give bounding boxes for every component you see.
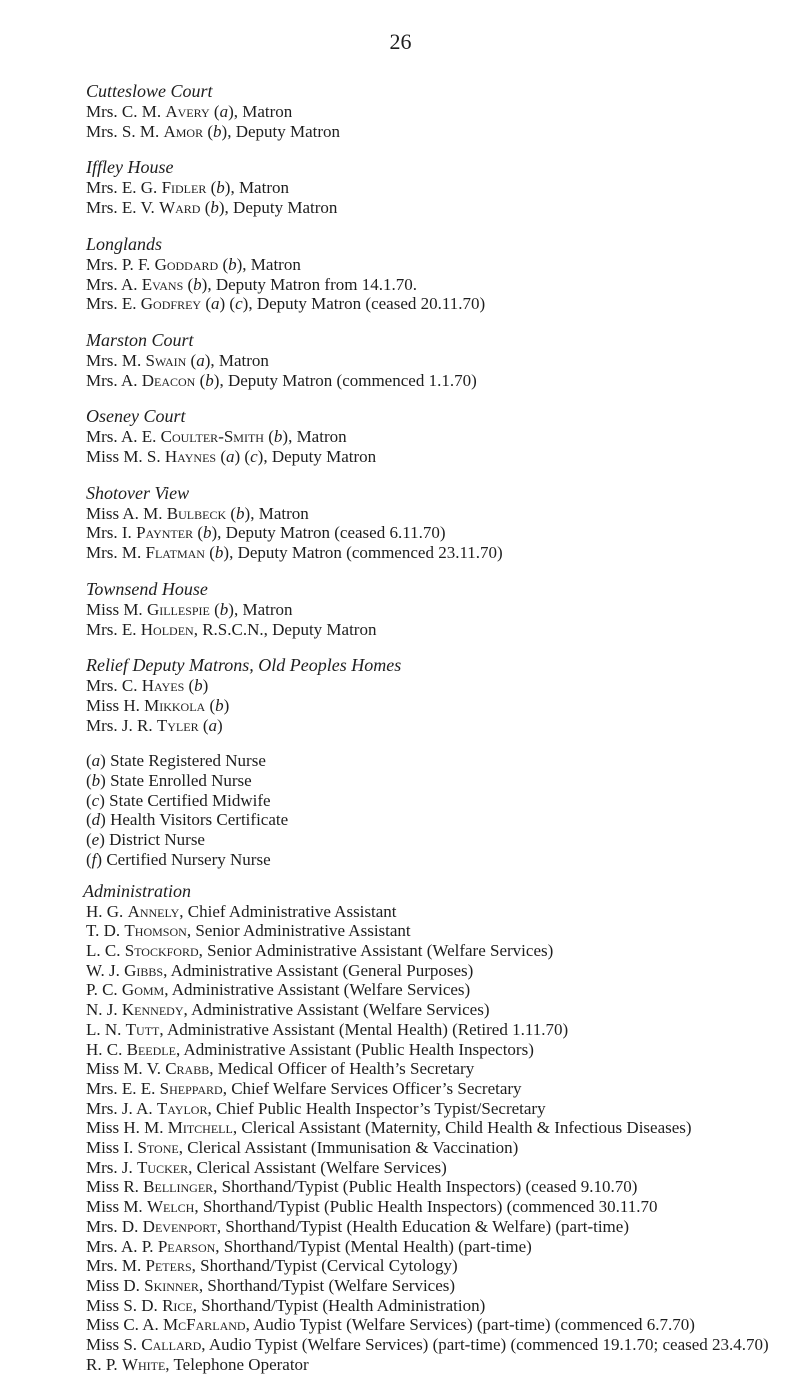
staff-entry: [86, 620, 786, 640]
admin-entry: [86, 941, 786, 961]
staff-entry: Miss A. M. Bulbeck (b), Matron: [86, 503, 309, 523]
person-name: Swain: [145, 350, 187, 370]
section-title: Oseney Court: [86, 406, 186, 427]
qualification-code: b: [273, 427, 283, 447]
qualification-code: b: [194, 676, 203, 696]
admin-entry: [86, 1138, 786, 1158]
section-title: Iffley House: [86, 157, 174, 178]
admin-entry: [86, 1335, 786, 1355]
section: [86, 579, 786, 639]
staff-entry: Mrs. A. Evans (b), Deputy Matron from 14.1.70.: [86, 274, 417, 294]
qualification-code: c: [250, 447, 258, 467]
person-name: McFarland: [163, 1315, 246, 1335]
person-title: R. P.: [86, 1354, 122, 1374]
person-role: , Shorthand/Typist (Public Health Inspectors) (commenced 30.11.70: [194, 1197, 658, 1217]
section-title: Shotover View: [86, 482, 190, 503]
person-name: Avery: [165, 102, 210, 121]
admin-entry: [86, 1276, 786, 1296]
qualification-code: b: [228, 254, 237, 274]
person-role: , Shorthand/Typist (Health Education & Welfare) (part-time): [216, 1216, 629, 1236]
person-title: Mrs. E.: [86, 619, 141, 639]
qualification-code: a: [226, 447, 235, 467]
person-name: Paynter: [136, 523, 194, 543]
person-name: Tutt: [125, 1019, 160, 1039]
legend-text: Health Visitors Certificate: [110, 810, 289, 830]
person-role: , Administrative Assistant (Welfare Services): [164, 980, 471, 1000]
person-name: Taylor: [156, 1098, 208, 1118]
staff-entry: Miss M. Gillespie (b), Matron: [86, 599, 293, 619]
person-role: , Clerical Assistant (Immunisation & Vaccination): [178, 1138, 519, 1158]
admin-entry: [86, 902, 786, 922]
legend-item: (e) District Nurse: [86, 830, 205, 850]
section: [86, 655, 786, 735]
legend-item: (a) State Registered Nurse: [86, 751, 266, 771]
qualification-code: b: [216, 178, 225, 198]
person-name: Callard: [141, 1335, 202, 1355]
section-title: Cutteslowe Court: [86, 81, 213, 101]
person-role: , Matron: [230, 178, 289, 198]
person-name: Stockford: [124, 940, 199, 960]
person-name: Deacon: [141, 370, 196, 390]
section-title: Longlands: [86, 233, 163, 254]
person-title: Miss S.: [86, 1335, 142, 1355]
staff-entry: Mrs. A. Deacon (b), Deputy Matron (commenced 1.1.70): [86, 370, 477, 390]
legend-text: District Nurse: [109, 830, 205, 850]
person-role: , Deputy Matron (ceased 6.11.70): [217, 523, 446, 543]
person-name: Hayes: [141, 676, 185, 696]
person-name: Tucker: [137, 1157, 189, 1177]
staff-entry: Mrs. I. Paynter (b), Deputy Matron (ceased 6.11.70): [86, 523, 446, 543]
person-name: Tyler: [156, 715, 199, 735]
person-title: Miss M.: [86, 1197, 147, 1217]
legend-item: (b) State Enrolled Nurse: [86, 771, 252, 791]
person-role: , Shorthand/Typist (Health Administration): [192, 1295, 486, 1315]
staff-entry: Mrs. J. R. Tyler (a): [86, 715, 223, 735]
admin-entry: [86, 1079, 786, 1099]
admin-entry: [86, 1355, 786, 1374]
admin-entry: [86, 1237, 786, 1257]
person-title: Mrs. A.: [86, 370, 142, 390]
legend-item: (f) Certified Nursery Nurse: [86, 849, 271, 869]
person-role: , Administrative Assistant (Mental Health) (Retired 1.11.70): [159, 1019, 569, 1039]
person-role: , Clerical Assistant (Welfare Services): [188, 1157, 447, 1177]
section: [86, 234, 786, 314]
legend-key: f: [91, 849, 97, 869]
person-name: Thomson: [124, 921, 187, 941]
section-title: Marston Court: [86, 329, 194, 350]
person-title: Miss M. S.: [86, 447, 165, 467]
qualification-code: b: [219, 599, 229, 619]
person-name: Goddard: [154, 254, 219, 274]
person-role: , Deputy Matron (commenced 23.11.70): [229, 543, 503, 563]
person-title: Mrs. E. V.: [86, 198, 160, 218]
person-role: , Deputy Matron: [224, 198, 338, 218]
qualification-code: a: [211, 294, 220, 314]
person-role: , Matron: [242, 254, 301, 274]
person-name: Kennedy: [121, 1000, 184, 1020]
person-title: Mrs. J. R.: [86, 715, 157, 735]
admin-entry: [86, 1177, 786, 1197]
page-number: 26: [389, 29, 412, 54]
qualification-code: a: [208, 715, 217, 735]
person-name: Peters: [145, 1256, 192, 1276]
person-role: , Senior Administrative Assistant (Welfare Services): [198, 940, 554, 960]
person-name: Fidler: [161, 178, 207, 198]
person-name: Amor: [163, 121, 204, 141]
person-name: Gillespie: [146, 599, 210, 619]
admin-entry: [86, 1315, 786, 1335]
legend-text: Certified Nursery Nurse: [106, 849, 271, 869]
person-role: , Senior Administrative Assistant: [186, 921, 411, 941]
person-role: , Chief Administrative Assistant: [179, 901, 397, 921]
person-title: Miss M. V.: [86, 1059, 166, 1079]
legend-item: (c) State Certified Midwife: [86, 790, 271, 810]
qualification-legend: [86, 751, 786, 869]
admin-entry: [86, 1099, 786, 1119]
legend-text: State Registered Nurse: [110, 751, 266, 771]
person-title: Miss H. M.: [86, 1118, 168, 1138]
person-title: Mrs. C.: [86, 676, 142, 696]
section: [86, 483, 786, 563]
person-title: Mrs. E.: [86, 294, 141, 314]
section: [86, 157, 786, 217]
qualification-code: a: [196, 350, 205, 370]
person-role: , Medical Officer of Health’s Secretary: [209, 1059, 475, 1079]
admin-entry: [86, 1197, 786, 1217]
person-role: , Clerical Assistant (Maternity, Child Health & Infectious Diseases): [232, 1118, 692, 1138]
person-title: Mrs. E. G.: [86, 178, 162, 198]
staff-entry: Miss M. S. Haynes (a) (c), Deputy Matron: [86, 447, 377, 467]
staff-entry: Mrs. E. Godfrey (a) (c), Deputy Matron (ceased 20.11.70): [86, 294, 486, 314]
person-title: Mrs. C. M.: [86, 102, 166, 121]
person-title: Mrs. M.: [86, 543, 146, 563]
person-title: Mrs. D.: [86, 1216, 143, 1236]
person-role: , Deputy Matron (commenced 1.1.70): [219, 370, 477, 390]
person-title: Mrs. J. A.: [86, 1098, 157, 1118]
person-title: N. J.: [86, 1000, 122, 1020]
person-role: , Audio Typist (Welfare Services) (part-time) (commenced 19.1.70; ceased 23.4.70): [201, 1335, 769, 1355]
person-role: , Matron: [288, 427, 347, 447]
person-name: Holden: [140, 619, 194, 639]
legend-key: a: [91, 751, 101, 771]
person-name: Mitchell: [167, 1118, 233, 1138]
person-name: Bulbeck: [166, 503, 227, 523]
person-name: Gomm: [121, 980, 165, 1000]
person-title: Mrs. M.: [86, 350, 146, 370]
person-role: , Deputy Matron (ceased 20.11.70): [248, 294, 486, 314]
staff-entry: Mrs. S. M. Amor (b), Deputy Matron: [86, 121, 341, 141]
person-name: Flatman: [145, 543, 205, 563]
person-title: Miss H.: [86, 695, 145, 715]
person-title: Miss A. M.: [86, 503, 167, 523]
legend-key: e: [91, 830, 100, 850]
person-name: White: [121, 1354, 166, 1374]
person-role: , Matron: [250, 503, 309, 523]
qualification-code: b: [236, 503, 245, 523]
qualification-code: b: [205, 370, 214, 390]
person-role: , Shorthand/Typist (Public Health Inspectors) (ceased 9.10.70): [213, 1177, 638, 1197]
section: [86, 330, 786, 390]
person-role: , Matron: [210, 350, 269, 370]
qualification-code: b: [193, 274, 202, 294]
qualification-code: c: [235, 294, 243, 314]
person-role: , Administrative Assistant (Public Health Inspectors): [175, 1039, 534, 1059]
person-title: Miss I.: [86, 1138, 138, 1158]
person-name: Godfrey: [140, 294, 202, 314]
person-name: Stone: [137, 1138, 179, 1158]
admin-entry: [86, 1000, 786, 1020]
person-name: Haynes: [164, 447, 217, 467]
person-title: Mrs. J.: [86, 1157, 138, 1177]
person-title: H. G.: [86, 901, 128, 921]
section: [86, 81, 786, 141]
legend-key: d: [91, 810, 101, 830]
person-name: Evans: [141, 274, 184, 294]
admin-entry: [86, 1296, 786, 1316]
person-role: , Shorthand/Typist (Cervical Cytology): [191, 1256, 458, 1276]
person-role: , Chief Welfare Services Officer’s Secretary: [222, 1078, 522, 1098]
person-title: Mrs. E. E.: [86, 1078, 160, 1098]
person-title: Miss S. D.: [86, 1295, 163, 1315]
staff-list: [83, 81, 786, 1374]
person-title: Mrs. A. P.: [86, 1236, 158, 1256]
person-name: Mikkola: [144, 695, 206, 715]
section-title: Relief Deputy Matrons, Old Peoples Homes: [86, 655, 402, 676]
person-name: Sheppard: [159, 1078, 223, 1098]
admin-entry: [86, 961, 786, 981]
person-title: L. N.: [86, 1019, 126, 1039]
person-title: Miss R.: [86, 1177, 144, 1197]
person-name: Pearson: [157, 1236, 216, 1256]
person-title: Miss D.: [86, 1275, 145, 1295]
section: [86, 406, 786, 466]
qualification-code: b: [213, 121, 222, 141]
person-title: Mrs. A.: [86, 274, 142, 294]
person-name: Bellinger: [143, 1177, 214, 1197]
legend-text: State Enrolled Nurse: [110, 771, 252, 791]
legend-key: b: [91, 771, 101, 791]
staff-entry: Mrs. C. M. Avery (a), Matron: [86, 102, 293, 121]
person-title: H. C.: [86, 1039, 127, 1059]
person-title: Mrs. A. E.: [86, 427, 161, 447]
admin-entry: [86, 1118, 786, 1138]
person-title: P. C.: [86, 980, 122, 1000]
admin-entry: [86, 921, 786, 941]
person-name: Coulter-Smith: [160, 427, 264, 447]
person-role: , Audio Typist (Welfare Services) (part-time) (commenced 6.7.70): [245, 1315, 695, 1335]
admin-entry: [86, 1020, 786, 1040]
qualification-code: b: [215, 695, 224, 715]
person-name: Annely: [127, 901, 180, 921]
section-title: Townsend House: [86, 578, 208, 599]
person-name: Welch: [146, 1197, 195, 1217]
staff-entry: Mrs. M. Flatman (b), Deputy Matron (commenced 23.11.70): [86, 543, 503, 563]
person-title: Mrs. I.: [86, 523, 137, 543]
staff-entry: Mrs. E. V. Ward (b), Deputy Matron: [86, 198, 338, 218]
person-title: T. D.: [86, 921, 125, 941]
person-title: Mrs. S. M.: [86, 121, 164, 141]
person-role: , Administrative Assistant (General Purposes): [163, 960, 474, 980]
person-name: Crabb: [165, 1059, 210, 1079]
legend-text: State Certified Midwife: [109, 790, 271, 810]
staff-entry: Mrs. M. Swain (a), Matron: [86, 350, 269, 370]
person-name: Beedle: [126, 1039, 176, 1059]
legend-key: c: [91, 790, 100, 810]
person-title: W. J.: [86, 960, 125, 980]
admin-entry: [86, 1158, 786, 1178]
person-role: , Matron: [233, 102, 293, 121]
person-name: Skinner: [144, 1275, 199, 1295]
admin-entry: [86, 980, 786, 1000]
staff-entry: Mrs. E. G. Fidler (b), Matron: [86, 178, 289, 198]
person-role: , Shorthand/Typist (Mental Health) (part-time): [215, 1236, 532, 1256]
staff-entry: Mrs. C. Hayes (b): [86, 676, 209, 696]
qualification-code: b: [214, 543, 224, 563]
person-role: , Shorthand/Typist (Welfare Services): [198, 1275, 456, 1295]
admin-entry: [86, 1256, 786, 1276]
person-title: Mrs. M.: [86, 1256, 146, 1276]
qualification-code: b: [210, 198, 219, 218]
legend-item: (d) Health Visitors Certificate: [86, 810, 289, 830]
person-name: Gibbs: [124, 960, 164, 980]
person-title: Mrs. P. F.: [86, 254, 155, 274]
person-role: , Chief Public Health Inspector’s Typist/Secretary: [207, 1098, 546, 1118]
staff-entry: Mrs. P. F. Goddard (b), Matron: [86, 254, 301, 274]
admin-entry: [86, 1217, 786, 1237]
person-role: , Deputy Matron from 14.1.70.: [207, 274, 417, 294]
staff-entry: Mrs. A. E. Coulter-Smith (b), Matron: [86, 427, 347, 447]
admin-entry: [86, 1059, 786, 1079]
person-name: Rice: [162, 1295, 193, 1315]
qualification-code: b: [203, 523, 212, 543]
person-role: , Matron: [233, 599, 293, 619]
person-role: , Deputy Matron: [263, 447, 377, 467]
person-title: Miss M.: [86, 599, 147, 619]
person-role: , R.S.C.N., Deputy Matron: [193, 619, 377, 639]
person-title: L. C.: [86, 940, 125, 960]
person-role: , Administrative Assistant (Welfare Services): [183, 1000, 490, 1020]
person-role: , Telephone Operator: [165, 1354, 309, 1374]
administration-section: [83, 880, 786, 1374]
qualification-code: a: [219, 102, 229, 121]
staff-entry: Miss H. Mikkola (b): [86, 695, 230, 715]
section-title: Administration: [83, 880, 192, 901]
person-role: , Deputy Matron: [227, 121, 341, 141]
person-name: Ward: [159, 198, 201, 218]
person-name: Devenport: [142, 1216, 217, 1236]
admin-entry: [86, 1040, 786, 1060]
person-title: Miss C. A.: [86, 1315, 163, 1335]
